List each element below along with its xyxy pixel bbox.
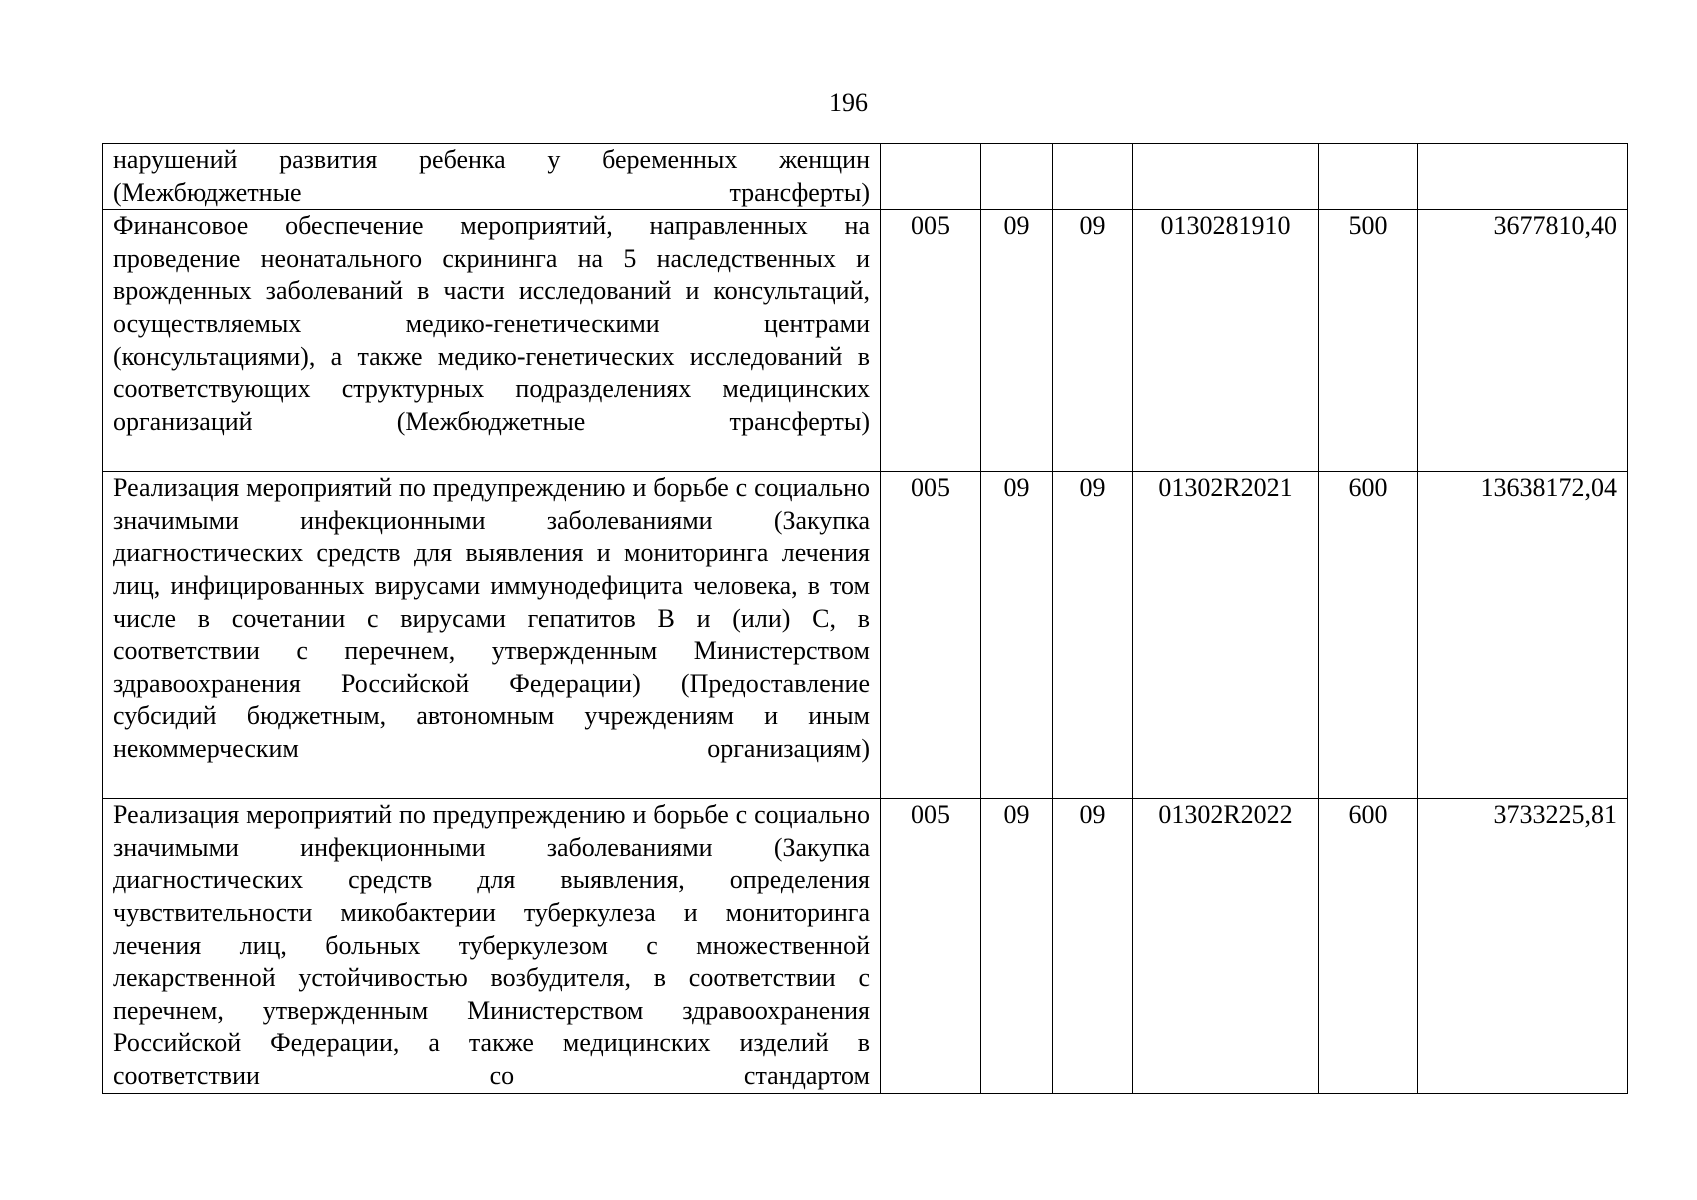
amount	[1418, 144, 1628, 210]
table-row	[103, 144, 1628, 210]
row-description: Реализация мероприятий по предупреждению и борьбе с социально значимыми инфекционными заболеваниями (Закупка диагностических средств для выявления, определения чувствительности микобактерии туберкулеза и мониторинга лечения лиц, больных туберкулезом с множественной лекарственной устойчивостью возбудителя, в соответствии с перечнем, утвержденным Министерством здравоохранения Российской Федерации, а также медицинских изделий в соответствии со стандартом	[103, 799, 881, 1093]
ministry-code: 005	[881, 210, 981, 472]
subsection-code: 09	[1053, 799, 1133, 1093]
subsection-code	[1053, 144, 1133, 210]
ministry-code: 005	[881, 472, 981, 799]
row-description: нарушений развития ребенка у беременных женщин (Межбюджетные трансферты)	[103, 144, 881, 210]
target-article-code	[1133, 144, 1319, 210]
budget-table	[102, 143, 1628, 1094]
target-article-code: 01302R2021	[1133, 472, 1319, 799]
section-code	[981, 144, 1053, 210]
target-article-code: 01302R2022	[1133, 799, 1319, 1093]
expense-type-code: 500	[1319, 210, 1418, 472]
section-code: 09	[981, 472, 1053, 799]
subsection-code: 09	[1053, 210, 1133, 472]
expense-type-code: 600	[1319, 799, 1418, 1093]
amount: 13638172,04	[1418, 472, 1628, 799]
table-row	[103, 799, 1628, 1093]
expense-type-code	[1319, 144, 1418, 210]
subsection-code: 09	[1053, 472, 1133, 799]
ministry-code	[881, 144, 981, 210]
ministry-code: 005	[881, 799, 981, 1093]
expense-type-code: 600	[1319, 472, 1418, 799]
table-row	[103, 210, 1628, 472]
target-article-code: 0130281910	[1133, 210, 1319, 472]
section-code: 09	[981, 799, 1053, 1093]
section-code: 09	[981, 210, 1053, 472]
page-number: 196	[829, 88, 868, 117]
amount: 3677810,40	[1418, 210, 1628, 472]
row-description: Финансовое обеспечение мероприятий, направленных на проведение неонатального скрининга на 5 наследственных и врожденных заболеваний в части исследований и консультаций, осуществляемых медико-генетическими центрами (консультациями), а также медико-генетических исследований в соответствующих структурных подразделениях медицинских организаций (Межбюджетные трансферты)	[103, 210, 881, 472]
row-description: Реализация мероприятий по предупреждению и борьбе с социально значимыми инфекционными заболеваниями (Закупка диагностических средств для выявления и мониторинга лечения лиц, инфицированных вирусами иммунодефицита человека, в том числе в сочетании с вирусами гепатитов B и (или) C, в соответствии с перечнем, утвержденным Министерством здравоохранения Российской Федерации) (Предоставление субсидий бюджетным, автономным учреждениям и иным некоммерческим организациям)	[103, 472, 881, 799]
amount: 3733225,81	[1418, 799, 1628, 1093]
table-row	[103, 472, 1628, 799]
